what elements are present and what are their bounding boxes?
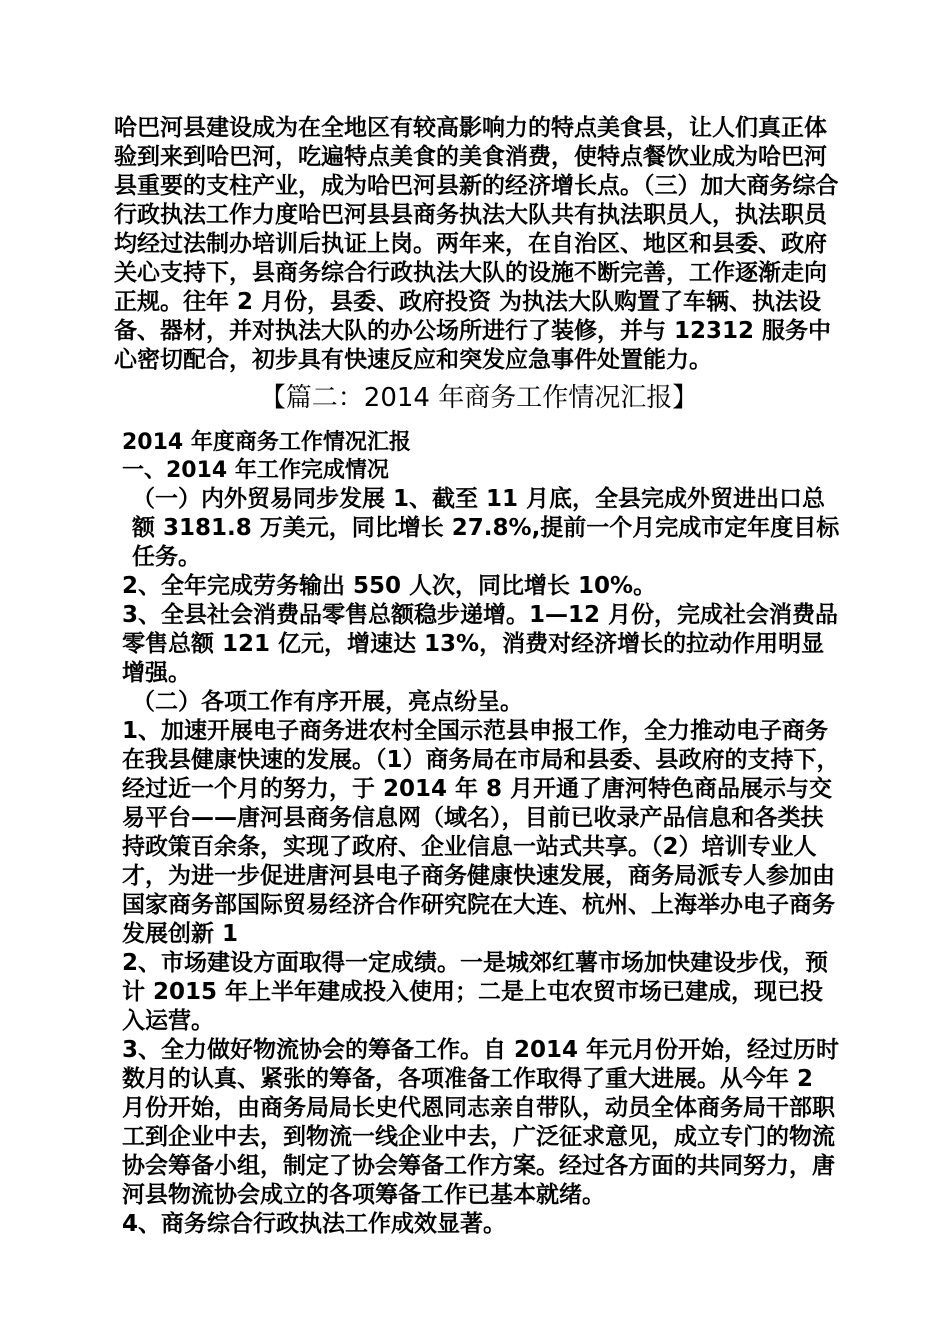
- work-item-3-paragraph: 3、全力做好物流协会的筹备工作。自 2014 年元月份开始，经过历时数月的认真、紧张的筹备，各项准备工作取得了重大进展。从今年 2 月份开始，由商务局局长史代恩同志亲自带队，动员全体商务局干部职工到企业中去，到物流一线企业中去，广泛征求意见，成立专门的物流协会筹备小组，制定了协会筹备工作方案。经过各方面的共同努力，唐河县物流协会成立的各项筹备工作已基本就绪。: [122, 1037, 840, 1208]
- document-page: [114, 114, 844, 1239]
- work-item-1-paragraph: 1、加速开展电子商务进农村全国示范县申报工作，全力推动电子商务在我县健康快速的发展。（1）商务局在市局和县委、县政府的支持下，经过近一个月的努力，于 2014 年 8 月开通了唐河特色商品展示与交易平台——唐河县商务信息网（域名），目前已收录产品信息和各类扶持政策百余条，实现了政府、企业信息一站式共享。（2）培训专业人才，为进一步促进唐河县电子商务健康快速发展，商务局派专人参加由国家商务部国际贸易经济合作研究院在大连、杭州、上海举办电子商务发展创新 1: [122, 718, 840, 947]
- work-item-2-paragraph: 2、市场建设方面取得一定成绩。一是城郊红薯市场加快建设步伐，预计 2015 年上半年建成投入使用；二是上屯农贸市场已建成，现已投入运营。: [122, 950, 829, 1034]
- subsection-1-paragraph: （一）内外贸易同步发展 1、截至 11 月底，全县完成外贸进出口总额 3181.8 万美元，同比增长 27.8%,提前一个月完成市定年度目标任务。: [132, 486, 840, 570]
- intro-paragraph: 哈巴河县建设成为在全地区有较高影响力的特点美食县，让人们真正体验到来到哈巴河，吃遍特点美食的美食消费，使特点餐饮业成为哈巴河县重要的支柱产业，成为哈巴河县新的经济增长点。（三）加大商务综合行政执法工作力度哈巴河县县商务执法大队共有执法职员人，执法职员均经过法制办培训后执证上岗。两年来，在自治区、地区和县委、政府关心支持下，县商务综合行政执法大队的设施不断完善，工作逐渐走向正规。往年 2 月份，县委、政府投资 为执法大队购置了车辆、执法设备、器材，并对执法大队的办公场所进行了装修，并与 12312 服务中心密切配合，初步具有快速反应和突发应急事件处置能力。: [114, 115, 839, 373]
- section-heading: 【篇二：2014 年商务工作情况汇报】: [259, 383, 699, 413]
- report-title: 2014 年度商务工作情况汇报: [122, 430, 411, 455]
- work-item-4-paragraph: 4、商务综合行政执法工作成效显著。: [122, 1211, 507, 1237]
- part1-title: 一、2014 年工作完成情况: [122, 458, 389, 483]
- item-2-paragraph: 2、全年完成劳务输出 550 人次，同比增长 10%。: [122, 573, 657, 599]
- item-3-paragraph: 3、全县社会消费品零售总额稳步递增。1—12 月份，完成社会消费品零售总额 121 亿元，增速达 13%，消费对经济增长的拉动作用明显增强。: [122, 602, 839, 686]
- subsection-2-title: （二）各项工作有序开展，亮点纷呈。: [132, 689, 523, 715]
